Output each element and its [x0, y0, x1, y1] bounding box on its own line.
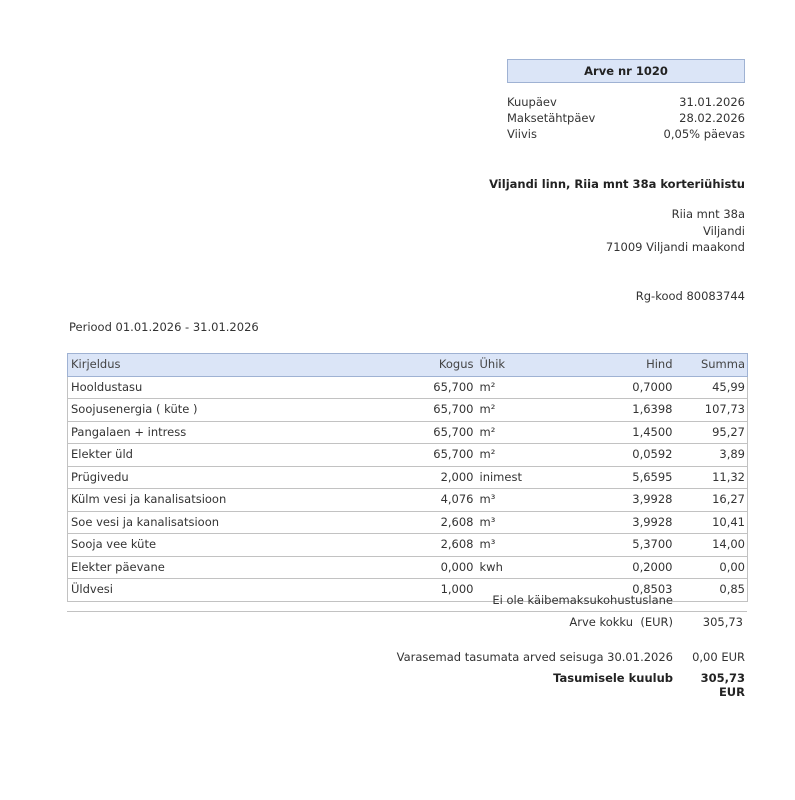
cell-quantity: 2,608	[398, 511, 475, 534]
cell-price: 5,6595	[535, 466, 674, 489]
cell-sum: 16,27	[674, 489, 748, 512]
cell-sum: 3,89	[674, 444, 748, 467]
cell-description: Hooldustasu	[68, 376, 398, 399]
cell-price: 3,9928	[535, 511, 674, 534]
invoice-items-table	[67, 353, 748, 602]
cell-sum: 0,85	[674, 579, 748, 602]
table-row	[68, 399, 748, 422]
total-label: Arve kokku (EUR)	[569, 615, 673, 629]
cell-unit: m²	[475, 444, 535, 467]
cell-quantity: 0,000	[398, 556, 475, 579]
cell-quantity: 4,076	[398, 489, 475, 512]
meta-row-due-date	[507, 110, 745, 126]
table-row	[68, 511, 748, 534]
address-line: Riia mnt 38a	[671, 207, 745, 221]
total-value: 305,73	[702, 615, 743, 629]
cell-sum: 45,99	[674, 376, 748, 399]
cell-sum: 10,41	[674, 511, 748, 534]
table-row	[68, 466, 748, 489]
meta-value: 31.01.2026	[679, 95, 745, 109]
cell-price: 3,9928	[535, 489, 674, 512]
invoice-meta	[507, 94, 745, 142]
cell-quantity: 65,700	[398, 399, 475, 422]
address-line: 71009 Viljandi maakond	[605, 240, 745, 254]
cell-sum: 95,27	[674, 421, 748, 444]
table-row	[68, 534, 748, 557]
amount-due-value: 305,73 EUR	[700, 671, 745, 699]
vat-note: Ei ole käibemaksukohustuslane	[492, 593, 673, 607]
cell-quantity: 65,700	[398, 444, 475, 467]
amount-due-label: Tasumisele kuulub	[553, 671, 673, 685]
table-row	[68, 421, 748, 444]
cell-quantity: 65,700	[398, 421, 475, 444]
cell-price: 0,7000	[535, 376, 674, 399]
cell-price: 0,8503	[535, 579, 674, 602]
cell-unit: m²	[475, 376, 535, 399]
table-header-row	[68, 354, 748, 377]
cell-description: Prügivedu	[68, 466, 398, 489]
cell-description: Üldvesi	[68, 579, 398, 602]
meta-label: Maksetähtpäev	[507, 111, 596, 125]
cell-price: 0,0592	[535, 444, 674, 467]
meta-value: 28.02.2026	[679, 111, 745, 125]
cell-unit: m³	[475, 489, 535, 512]
cell-price: 0,2000	[535, 556, 674, 579]
cell-price: 1,6398	[535, 399, 674, 422]
divider	[67, 611, 747, 612]
meta-label: Kuupäev	[507, 95, 557, 109]
column-header-sum: Summa	[674, 354, 748, 377]
billing-period: Periood 01.01.2026 - 31.01.2026	[69, 320, 259, 334]
table-row	[68, 556, 748, 579]
meta-value: 0,05% päevas	[663, 127, 745, 141]
company-address	[606, 206, 745, 256]
cell-description: Soojusenergia ( küte )	[68, 399, 398, 422]
cell-quantity: 2,000	[398, 466, 475, 489]
meta-row-date	[507, 94, 745, 110]
cell-unit: kwh	[475, 556, 535, 579]
column-header-quantity: Kogus	[398, 354, 475, 377]
previous-unpaid-label: Varasemad tasumata arved seisuga 30.01.2026	[396, 650, 673, 664]
cell-unit: m³	[475, 511, 535, 534]
previous-unpaid-value: 0,00 EUR	[692, 650, 745, 664]
cell-sum: 0,00	[674, 556, 748, 579]
cell-quantity: 1,000	[398, 579, 475, 602]
cell-unit: m²	[475, 421, 535, 444]
cell-description: Elekter päevane	[68, 556, 398, 579]
table-row	[68, 444, 748, 467]
table-row	[68, 489, 748, 512]
invoice-title: Arve nr 1020	[507, 59, 745, 83]
cell-unit: m²	[475, 399, 535, 422]
cell-quantity: 65,700	[398, 376, 475, 399]
cell-sum: 11,32	[674, 466, 748, 489]
cell-sum: 14,00	[674, 534, 748, 557]
company-name: Viljandi linn, Riia mnt 38a korteriühistu	[489, 177, 745, 191]
cell-description: Sooja vee küte	[68, 534, 398, 557]
cell-quantity: 2,608	[398, 534, 475, 557]
cell-unit: m³	[475, 534, 535, 557]
cell-description: Külm vesi ja kanalisatsioon	[68, 489, 398, 512]
cell-price: 1,4500	[535, 421, 674, 444]
column-header-description: Kirjeldus	[68, 354, 398, 377]
column-header-unit: Ühik	[475, 354, 535, 377]
registry-code: Rg-kood 80083744	[635, 289, 745, 303]
meta-label: Viivis	[507, 127, 537, 141]
table-row	[68, 376, 748, 399]
cell-sum: 107,73	[674, 399, 748, 422]
cell-price: 5,3700	[535, 534, 674, 557]
cell-description: Soe vesi ja kanalisatsioon	[68, 511, 398, 534]
cell-description: Elekter üld	[68, 444, 398, 467]
cell-unit: inimest	[475, 466, 535, 489]
column-header-price: Hind	[535, 354, 674, 377]
cell-description: Pangalaen + intress	[68, 421, 398, 444]
meta-row-penalty	[507, 126, 745, 142]
address-line: Viljandi	[702, 223, 745, 238]
